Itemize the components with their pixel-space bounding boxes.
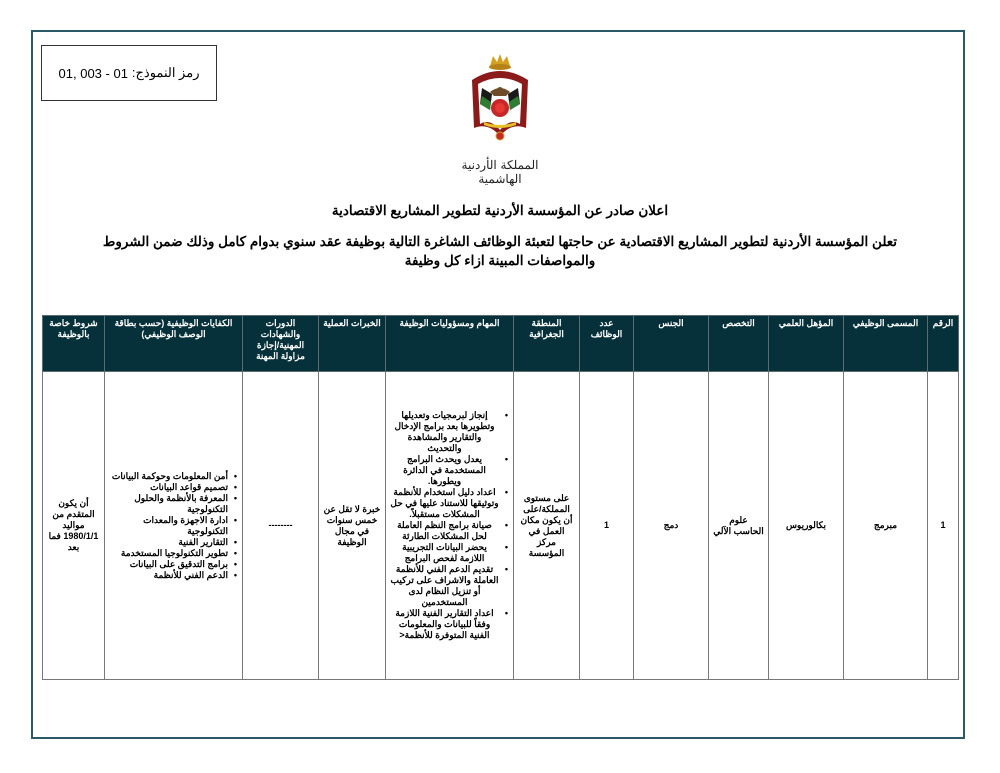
cell-special-conditions: أن يكون المتقدم من مواليد 1980/1/1 فما بعد (43, 372, 105, 680)
form-code-label: رمز النموذج: (131, 65, 200, 80)
col-header-competencies: الكفايات الوظيفية (حسب بطاقة الوصف الوظيفي) (105, 316, 243, 372)
col-header-experience: الخبرات العملية (319, 316, 386, 372)
task-item: • اعداد التقارير الفنية اللازمة وفقاً للبيانات والمعلومات الفنية المتوفرة للأنظمة< (390, 608, 499, 641)
competency-item: • أمن المعلومات وحوكمة البيانات (109, 471, 228, 482)
cell-gender: دمج (634, 372, 709, 680)
cell-courses: -------- (243, 372, 319, 680)
competencies-list (109, 471, 238, 581)
col-header-number: الرقم (928, 316, 959, 372)
table-row (43, 372, 959, 680)
jobs-table (42, 315, 959, 680)
col-header-special-conditions: شروط خاصة بالوظيفة (43, 316, 105, 372)
cell-number: 1 (928, 372, 959, 680)
competency-item: • تطوير التكنولوجيا المستخدمة (109, 548, 228, 559)
table-header-row (43, 316, 959, 372)
cell-tasks (386, 372, 514, 680)
col-header-gender: الجنس (634, 316, 709, 372)
task-item: • صيانة برامج النظم العاملة لحل المشكلات الطارئة (390, 520, 499, 542)
cell-job-title: مبرمج (844, 372, 928, 680)
competency-item: • الدعم الفني للأنظمة (109, 570, 228, 581)
col-header-specialization: التخصص (709, 316, 769, 372)
col-header-courses: الدورات والشهادات المهنية/إجازة مزاولة المهنة (243, 316, 319, 372)
col-header-tasks: المهام ومسؤوليات الوظيفة (386, 316, 514, 372)
competency-item: • تصميم قواعد البيانات (109, 482, 228, 493)
task-item: • إنجاز لبرمجيات وتعديلها وتطويرها بعد برامج الإدخال والتقارير والمشاهدة والتحديث (390, 410, 499, 454)
competency-item: • المعرفة بالأنظمة والحلول التكنولوجية (109, 493, 228, 515)
competency-item: • ادارة الاجهزة والمعدات التكنولوجية (109, 515, 228, 537)
competency-item: • التقارير الفنية (109, 537, 228, 548)
task-item: • تقديم الدعم الفني للأنظمة العاملة والاشراف على تركيب أو تنزيل النظام لدى المستخدمين (390, 564, 499, 608)
competency-item: • برامج التدقيق على البيانات (109, 559, 228, 570)
cell-region: على مستوى المملكة/على أن يكون مكان العمل في مركز المؤسسة (514, 372, 580, 680)
cell-vacancies: 1 (580, 372, 634, 680)
task-item: • يحضر البيانات التجريبية اللازمة لفحص البرامج (390, 542, 499, 564)
col-header-qualification: المؤهل العلمي (769, 316, 844, 372)
col-header-job-title: المسمى الوظيفي (844, 316, 928, 372)
col-header-region: المنطقة الجغرافية (514, 316, 580, 372)
cell-specialization: علوم الحاسب الآلي (709, 372, 769, 680)
task-item: • يعدل ويحدث البرامج المستخدمة في الدائرة ويطورها. (390, 454, 499, 487)
cell-qualification: بكالوريوس (769, 372, 844, 680)
cell-competencies (105, 372, 243, 680)
form-code-value: 01, 003 - 01 (58, 65, 128, 81)
announcement-intro: تعلن المؤسسة الأردنية لتطوير المشاريع الاقتصادية عن حاجتها لتعبئة الوظائف الشاغرة التالية بوظيفة عقد سنوي بدوام كامل وذلك ضمن الشروط والمواصفات المبينة ازاء كل وظيفة (102, 234, 898, 268)
cell-experience: خبرة لا تقل عن خمس سنوات في مجال الوظيفة (319, 372, 386, 680)
col-header-vacancies: عدد الوظائف (580, 316, 634, 372)
form-code-box (41, 45, 217, 101)
kingdom-name: المملكة الأردنية الهاشمية (461, 158, 539, 186)
announcement-title: اعلان صادر عن المؤسسة الأردنية لتطوير المشاريع الاقتصادية (331, 203, 669, 218)
tasks-list (390, 410, 509, 641)
task-item: • اعداد دليل استخدام للأنظمة وتوثيقها للاستناد عليها في حل المشكلات مستقبلاً. (390, 487, 499, 520)
coat-of-arms-icon (466, 52, 534, 150)
